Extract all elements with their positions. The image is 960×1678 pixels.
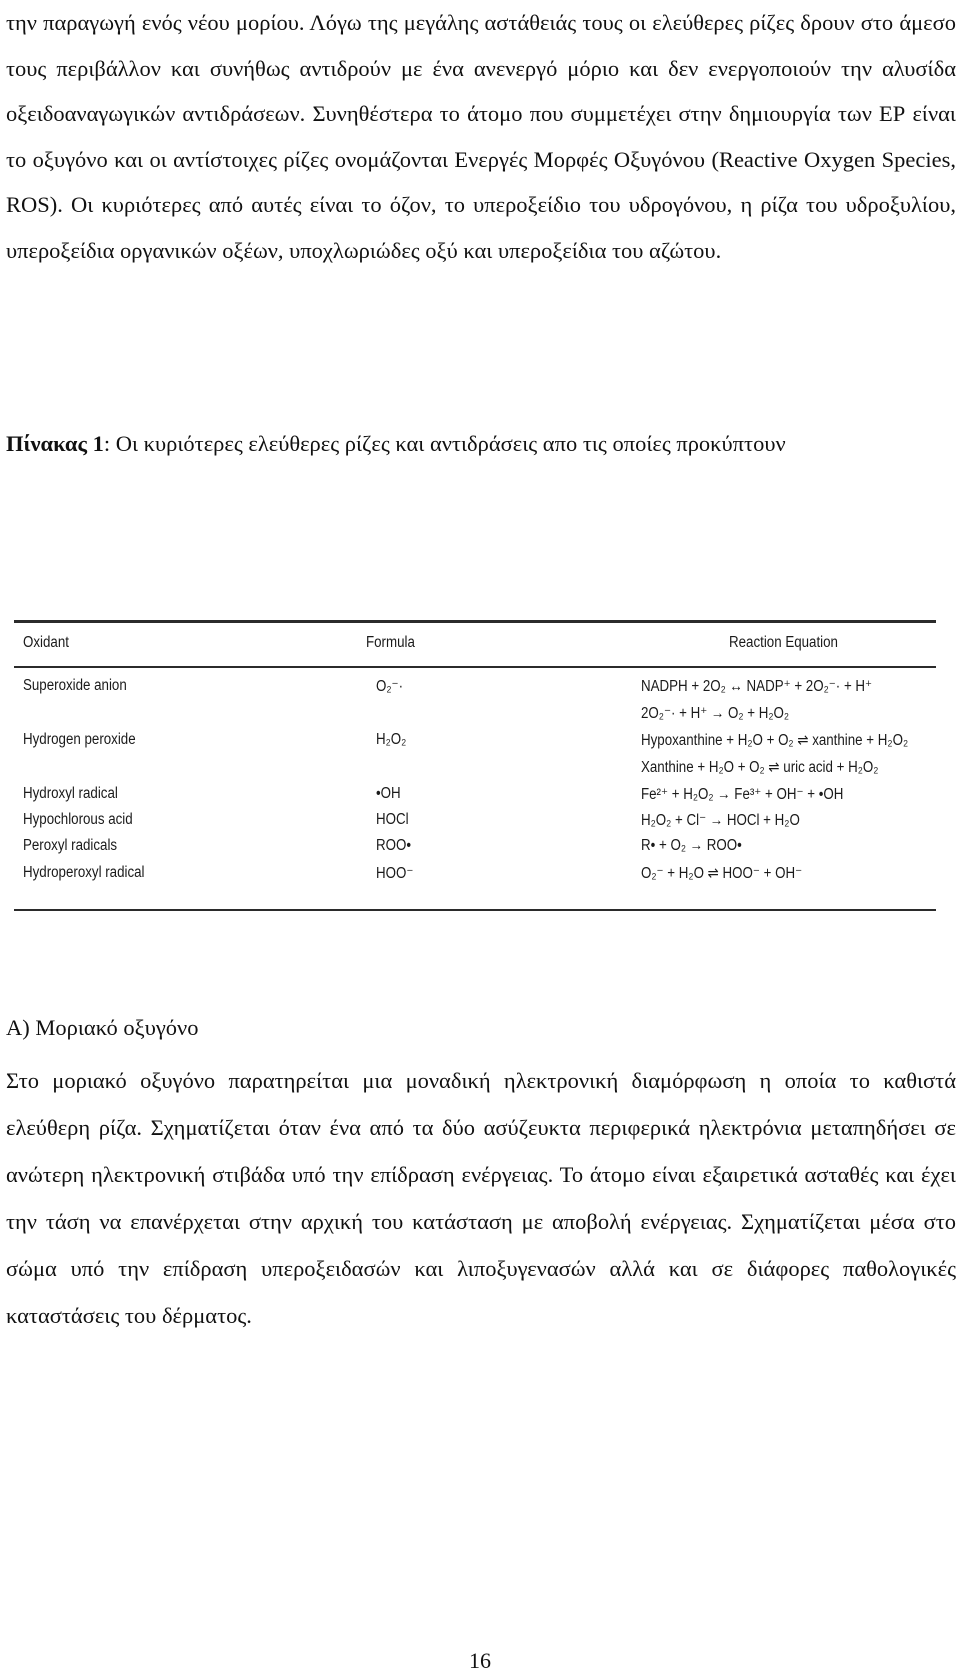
oxidant-superoxide-anion: Superoxide anion (23, 677, 127, 694)
oxidant-hydroxyl-radical: Hydroxyl radical (23, 785, 118, 802)
section-a-paragraph: Στο μοριακό οξυγόνο παρατηρείται μια μοναδική ηλεκτρονική διαμόρφωση η οποία το καθιστά ελεύθερη ρίζα. Σχηματίζεται όταν ένα από τα δύο ασύζευκτα περιφερικά ηλεκτρόνια μεταπηδήσει σε ανώτερη ηλεκτρονική στιβάδα υπό την επίδραση ενέργειας. Το άτομο είναι εξαιρετικά ασταθές και έχει την τάση να επανέρχεται στην αρχική του κατάσταση με αποβολή ενέργειας. Σχηματίζεται μέσα στο σώμα υπό την επίδραση υπεροξειδασών και λιποξυγενασών αλλά και σε διάφορες παθολογικές καταστάσεις του δέρματος. (6, 1068, 956, 1328)
table-caption-text: Οι κυριότερες ελεύθερες ρίζες και αντιδράσεις απο τις οποίες προκύπτουν (110, 431, 786, 456)
table-caption-label: Πίνακας 1 (6, 431, 104, 456)
formula-hydroxyl-radical: •OH (376, 785, 401, 802)
header-oxidant: Oxidant (23, 634, 69, 651)
ros-table (14, 620, 936, 910)
formula-hydrogen-peroxide: H₂O₂ (376, 731, 407, 748)
equation-peroxyl-radicals: R• + O₂ → ROO• (641, 837, 742, 854)
table-header-rule (14, 666, 936, 668)
header-formula: Formula (366, 634, 415, 651)
formula-hypochlorous-acid: HOCl (376, 811, 409, 828)
equation-superoxide-anion-1: NADPH + 2O₂ ↔ NADP⁺ + 2O₂⁻· + H⁺ (641, 678, 873, 695)
table-caption (6, 420, 956, 467)
page-number: 16 (469, 1648, 491, 1673)
equation-hydrogen-peroxide-2: Xanthine + H₂O + O₂ ⇌ uric acid + H₂O₂ (641, 759, 879, 776)
oxidant-peroxyl-radicals: Peroxyl radicals (23, 837, 118, 854)
oxidant-hydroperoxyl-radical: Hydroperoxyl radical (23, 864, 145, 881)
intro-paragraph: την παραγωγή ενός νέου μορίου. Λόγω της μεγάλης αστάθειάς τους οι ελεύθερες ρίζες δρουν στο άμεσο τους περιβάλλον και συνήθως αντιδρούν με ένα ανενεργό μόριο και δεν ενεργοποιούν την αλυσίδα οξειδοαναγωγικών αντιδράσεων. Συνηθέστερα το άτομο που συμμετέχει στην δημιουργία των ΕΡ είναι το οξυγόνο και οι αντίστοιχες ρίζες ονομάζονται Ενεργές Μορφές Οξυγόνου (Reactive Oxygen Species, ROS). Οι κυριότερες από αυτές είναι το όζον, το υπεροξείδιο του υδρογόνου, η ρίζα του υδροξυλίου, υπεροξείδια οργανικών οξέων, υποχλωριώδες οξύ και υπεροξείδια του αζώτου. (6, 10, 956, 263)
equation-hydroperoxyl-radical: O₂⁻ + H₂O ⇌ HOO⁻ + OH⁻ (641, 865, 803, 882)
table-bottom-rule (14, 909, 936, 911)
header-reaction-equation: Reaction Equation (729, 634, 838, 651)
oxidant-hydrogen-peroxide: Hydrogen peroxide (23, 731, 136, 748)
equation-hypochlorous-acid: H₂O₂ + Cl⁻ → HOCl + H₂O (641, 812, 800, 829)
equation-hydroxyl-radical: Fe²⁺ + H₂O₂ → Fe³⁺ + OH⁻ + •OH (641, 786, 844, 803)
oxidant-hypochlorous-acid: Hypochlorous acid (23, 811, 133, 828)
formula-hydroperoxyl-radical: HOO⁻ (376, 865, 414, 882)
section-a-heading: Α) Μοριακό οξυγόνο (6, 1015, 199, 1040)
table-caption-separator: : (103, 431, 111, 456)
table-top-rule (14, 620, 936, 623)
formula-peroxyl-radicals: ROO• (376, 837, 412, 854)
formula-superoxide-anion: O₂⁻· (376, 678, 404, 695)
equation-superoxide-anion-2: 2O₂⁻· + H⁺ → O₂ + H₂O₂ (641, 705, 790, 722)
equation-hydrogen-peroxide-1: Hypoxanthine + H₂O + O₂ ⇌ xanthine + H₂O₂ (641, 732, 909, 749)
